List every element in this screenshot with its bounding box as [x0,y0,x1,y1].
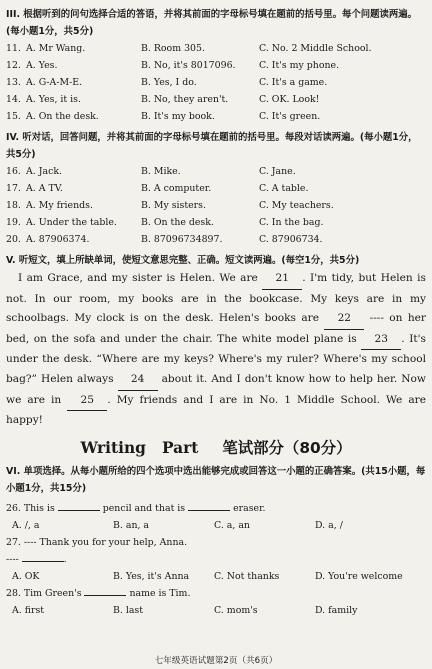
option-b: B. On the desk. [141,217,214,228]
passage-text: . It's under the desk. “Where are my keys? Where's my ruler? Where's my school bag?” Helen always [6,332,426,385]
blank-22: 22 [324,309,364,330]
option-c: C. In the bag. [259,217,324,228]
blank-25: 25 [67,391,107,412]
question-row [6,214,426,231]
question-28-options [6,602,426,619]
question-text: 28. Tim Green's [6,587,85,599]
question-number: 20. [6,234,21,245]
option-c: C. No. 2 Middle School. [259,43,372,54]
option-b: B. My sisters. [141,200,206,211]
question-number: 13. [6,77,21,88]
option-b: B. 87096734897. [141,234,223,245]
section-5-heading: V. 听短文，填上所缺单词，使短文意思完整、正确。短文读两遍。(每空1分，共5分) [6,255,360,266]
answer-blank [58,510,100,511]
option-b: B. No, it's 8017096. [141,60,236,71]
section-4-questions [6,163,426,248]
option-c: C. OK. Look! [259,94,320,105]
option-b: B. A computer. [141,183,212,194]
question-number: 12. [6,60,21,71]
option-a: A. 87906374. [26,234,90,245]
option-a: A. A TV. [26,183,63,194]
question-text: . [63,553,67,565]
option-d: D. You're welcome [315,570,403,582]
option-a: A. Yes, it is. [26,94,81,105]
question-number: 17. [6,183,21,194]
blank-21: 21 [262,269,302,290]
question-row [6,74,426,91]
option-b: B. an, a [113,519,150,531]
option-a: A. Under the table. [26,217,117,228]
question-27-options [6,568,426,585]
cloze-passage [6,269,426,431]
option-a: A. Mr Wang. [26,43,86,54]
question-26 [6,500,426,517]
option-b: B. Mike. [141,166,181,177]
option-d: D. a, / [315,519,343,531]
option-c: C. mom's [214,604,258,616]
answer-blank [188,510,230,511]
question-row [6,231,426,248]
writing-part-title [6,433,426,463]
option-b: B. Yes, I do. [141,77,197,88]
question-27 [6,534,426,568]
option-a: A. /, a [12,519,40,531]
question-text: name is Tim. [126,587,191,599]
question-row [6,180,426,197]
option-a: A. My friends. [26,200,93,211]
option-c: C. It's my phone. [259,60,340,71]
question-number: 14. [6,94,21,105]
option-c: C. It's green. [259,111,321,122]
writing-part-en: Writing Part [80,438,199,457]
passage-text: . I'm tidy, but Helen is not. In our room, my books are in the bookcase. My keys are in my schoolbags. My clock is on the desk. Helen's books are [6,272,426,325]
passage-text: . My friends and I are in No. 1 Middle School. We are happy! [6,393,426,427]
question-number: 19. [6,217,21,228]
question-row [6,57,426,74]
question-text: ---- [6,553,22,565]
question-row [6,163,426,180]
writing-part-cn: 笔试部分（80分） [222,438,352,457]
blank-23: 23 [361,330,401,351]
option-a: A. OK [12,570,40,582]
option-c: C. Jane. [259,166,296,177]
question-number: 16. [6,166,21,177]
option-b: B. Room 305. [141,43,205,54]
question-text: eraser. [230,502,266,514]
option-a: A. On the desk. [26,111,99,122]
question-row [6,197,426,214]
question-number: 15. [6,111,21,122]
question-text: pencil and that is [99,502,189,514]
question-26-options [6,517,426,534]
option-c: C. It's a game. [259,77,328,88]
passage-text: I am Grace, and my sister is Helen. We are [18,272,263,284]
section-3-questions [6,40,426,125]
option-a: A. Jack. [26,166,62,177]
section-3-heading: III. 根据听到的问句选择合适的答语，并将其前面的字母标号填在题前的括号里。每个问题读两遍。(每小题1分，共5分) [6,9,418,37]
option-c: C. My teachers. [259,200,334,211]
question-row [6,91,426,108]
blank-24: 24 [118,370,158,391]
passage-text: ---- on her bed, on the sofa and under the chair. The white model plane is [6,312,427,345]
answer-blank [22,561,64,562]
option-b: B. No, they aren't. [141,94,229,105]
option-c: C. 87906734. [259,234,323,245]
option-b: B. last [113,604,144,616]
option-c: C. A table. [259,183,309,194]
option-a: A. Yes. [26,60,58,71]
question-number: 18. [6,200,21,211]
passage-text: about it. And I don't know how to help her. Now we are in [6,372,426,406]
question-number: 11. [6,43,21,54]
question-row [6,108,426,125]
answer-blank [84,595,126,596]
section-6-heading: VI. 单项选择。从每小题所给的四个选项中选出能够完成或回答这一小题的正确答案。(共15小题，每小题1分，共15分) [6,465,426,494]
option-d: D. family [315,604,358,616]
option-a: A. first [12,604,45,616]
option-c: C. Not thanks [214,570,280,582]
question-28 [6,585,426,602]
section-4-heading: IV. 听对话，回答问题，并将其前面的字母标号填在题前的括号里。每段对话读两遍。(每小题1分，共5分) [6,132,418,160]
option-b: B. It's my book. [141,111,215,122]
option-a: A. G-A-M-E. [26,77,83,88]
question-text: 27. ---- Thank you for your help, Anna. [6,536,188,548]
question-text: 26. This is [6,502,58,514]
option-c: C. a, an [214,519,250,531]
option-b: B. Yes, it's Anna [113,570,190,582]
page-footer: 七年级英语试题第2页（共6页） [154,656,278,666]
question-row [6,40,426,57]
